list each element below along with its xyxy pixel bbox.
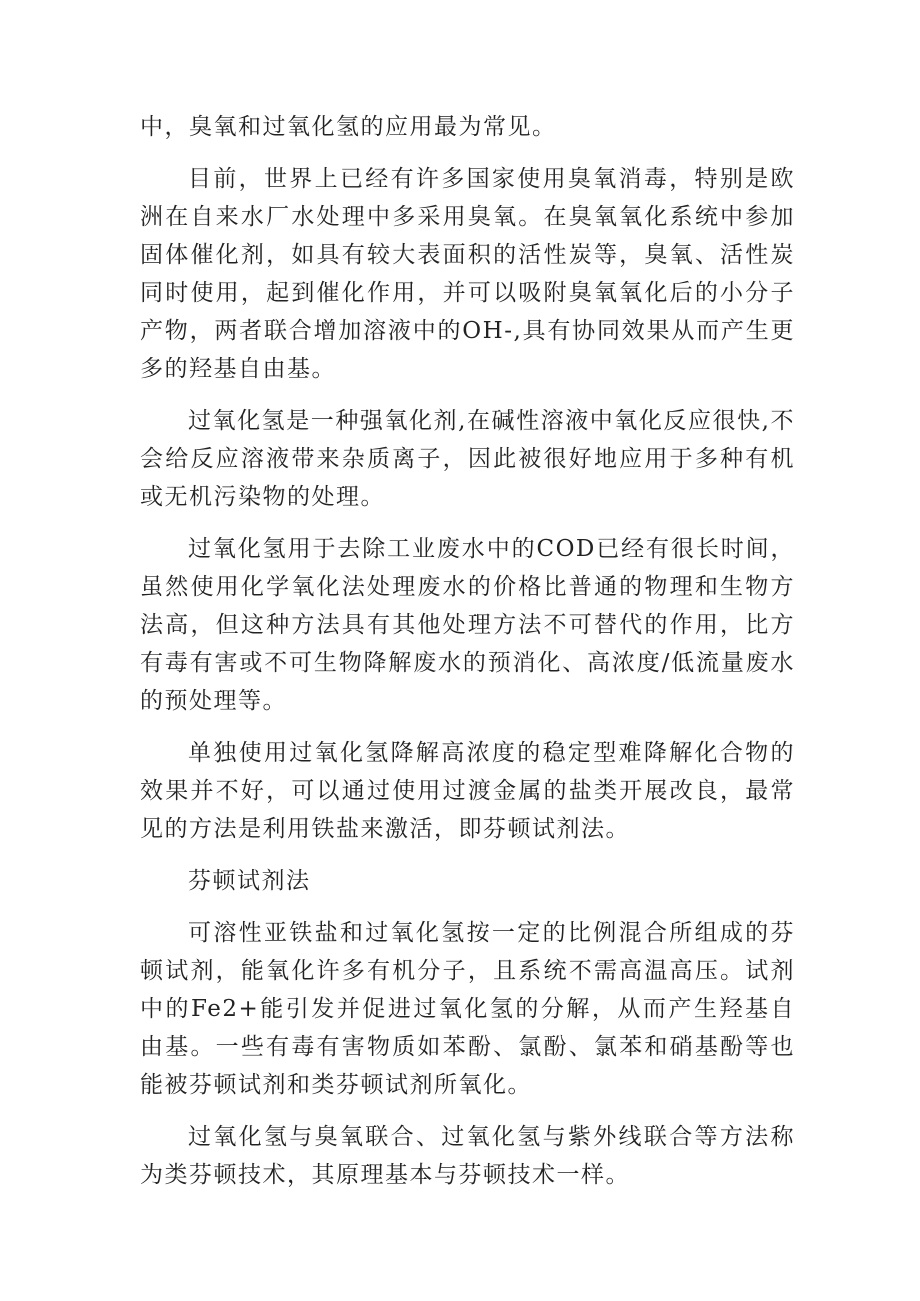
paragraph-fenton-like: 过氧化氢与臭氧联合、过氧化氢与紫外线联合等方法称为类芬顿技术，其原理基本与芬顿技术一样。 bbox=[140, 1124, 795, 1188]
section-heading-fenton: 芬顿试剂法 bbox=[188, 868, 311, 894]
document-body bbox=[140, 108, 795, 1208]
paragraph-hydrogen-peroxide: 过氧化氢是一种强氧化剂,在碱性溶液中氧化反应很快,不会给反应溶液带来杂质离子，因此被很好地应用于多种有机或无机污染物的处理。 bbox=[140, 408, 795, 510]
paragraph-iron-activation: 单独使用过氧化氢降解高浓度的稳定型难降解化合物的效果并不好，可以通过使用过渡金属的盐类开展改良，最常见的方法是利用铁盐来激活，即芬顿试剂法。 bbox=[140, 740, 795, 842]
paragraph-fenton-reagent: 可溶性亚铁盐和过氧化氢按一定的比例混合所组成的芬顿试剂，能氧化许多有机分子，且系统不需高温高压。试剂中的Fe2+能引发并促进过氧化氢的分解，从而产生羟基自由基。一些有毒有害物质如苯酚、氯酚、氯苯和硝基酚等也能被芬顿试剂和类芬顿试剂所氧化。 bbox=[140, 920, 795, 1098]
paragraph-ozone-disinfection: 目前，世界上已经有许多国家使用臭氧消毒，特别是欧洲在自来水厂水处理中多采用臭氧。在臭氧氧化系统中参加固体催化剂，如具有较大表面积的活性炭等，臭氧、活性炭同时使用，起到催化作用，并可以吸附臭氧氧化后的小分子产物，两者联合增加溶液中的OH-,具有协同效果从而产生更多的羟基自由基。 bbox=[140, 166, 795, 382]
paragraph-continuation: 中，臭氧和过氧化氢的应用最为常见。 bbox=[140, 114, 557, 140]
paragraph-cod-removal: 过氧化氢用于去除工业废水中的COD已经有很长时间，虽然使用化学氧化法处理废水的价格比普通的物理和生物方法高，但这种方法具有其他处理方法不可替代的作用，比方有毒有害或不可生物降解废水的预消化、高浓度/低流量废水的预处理等。 bbox=[140, 536, 795, 714]
